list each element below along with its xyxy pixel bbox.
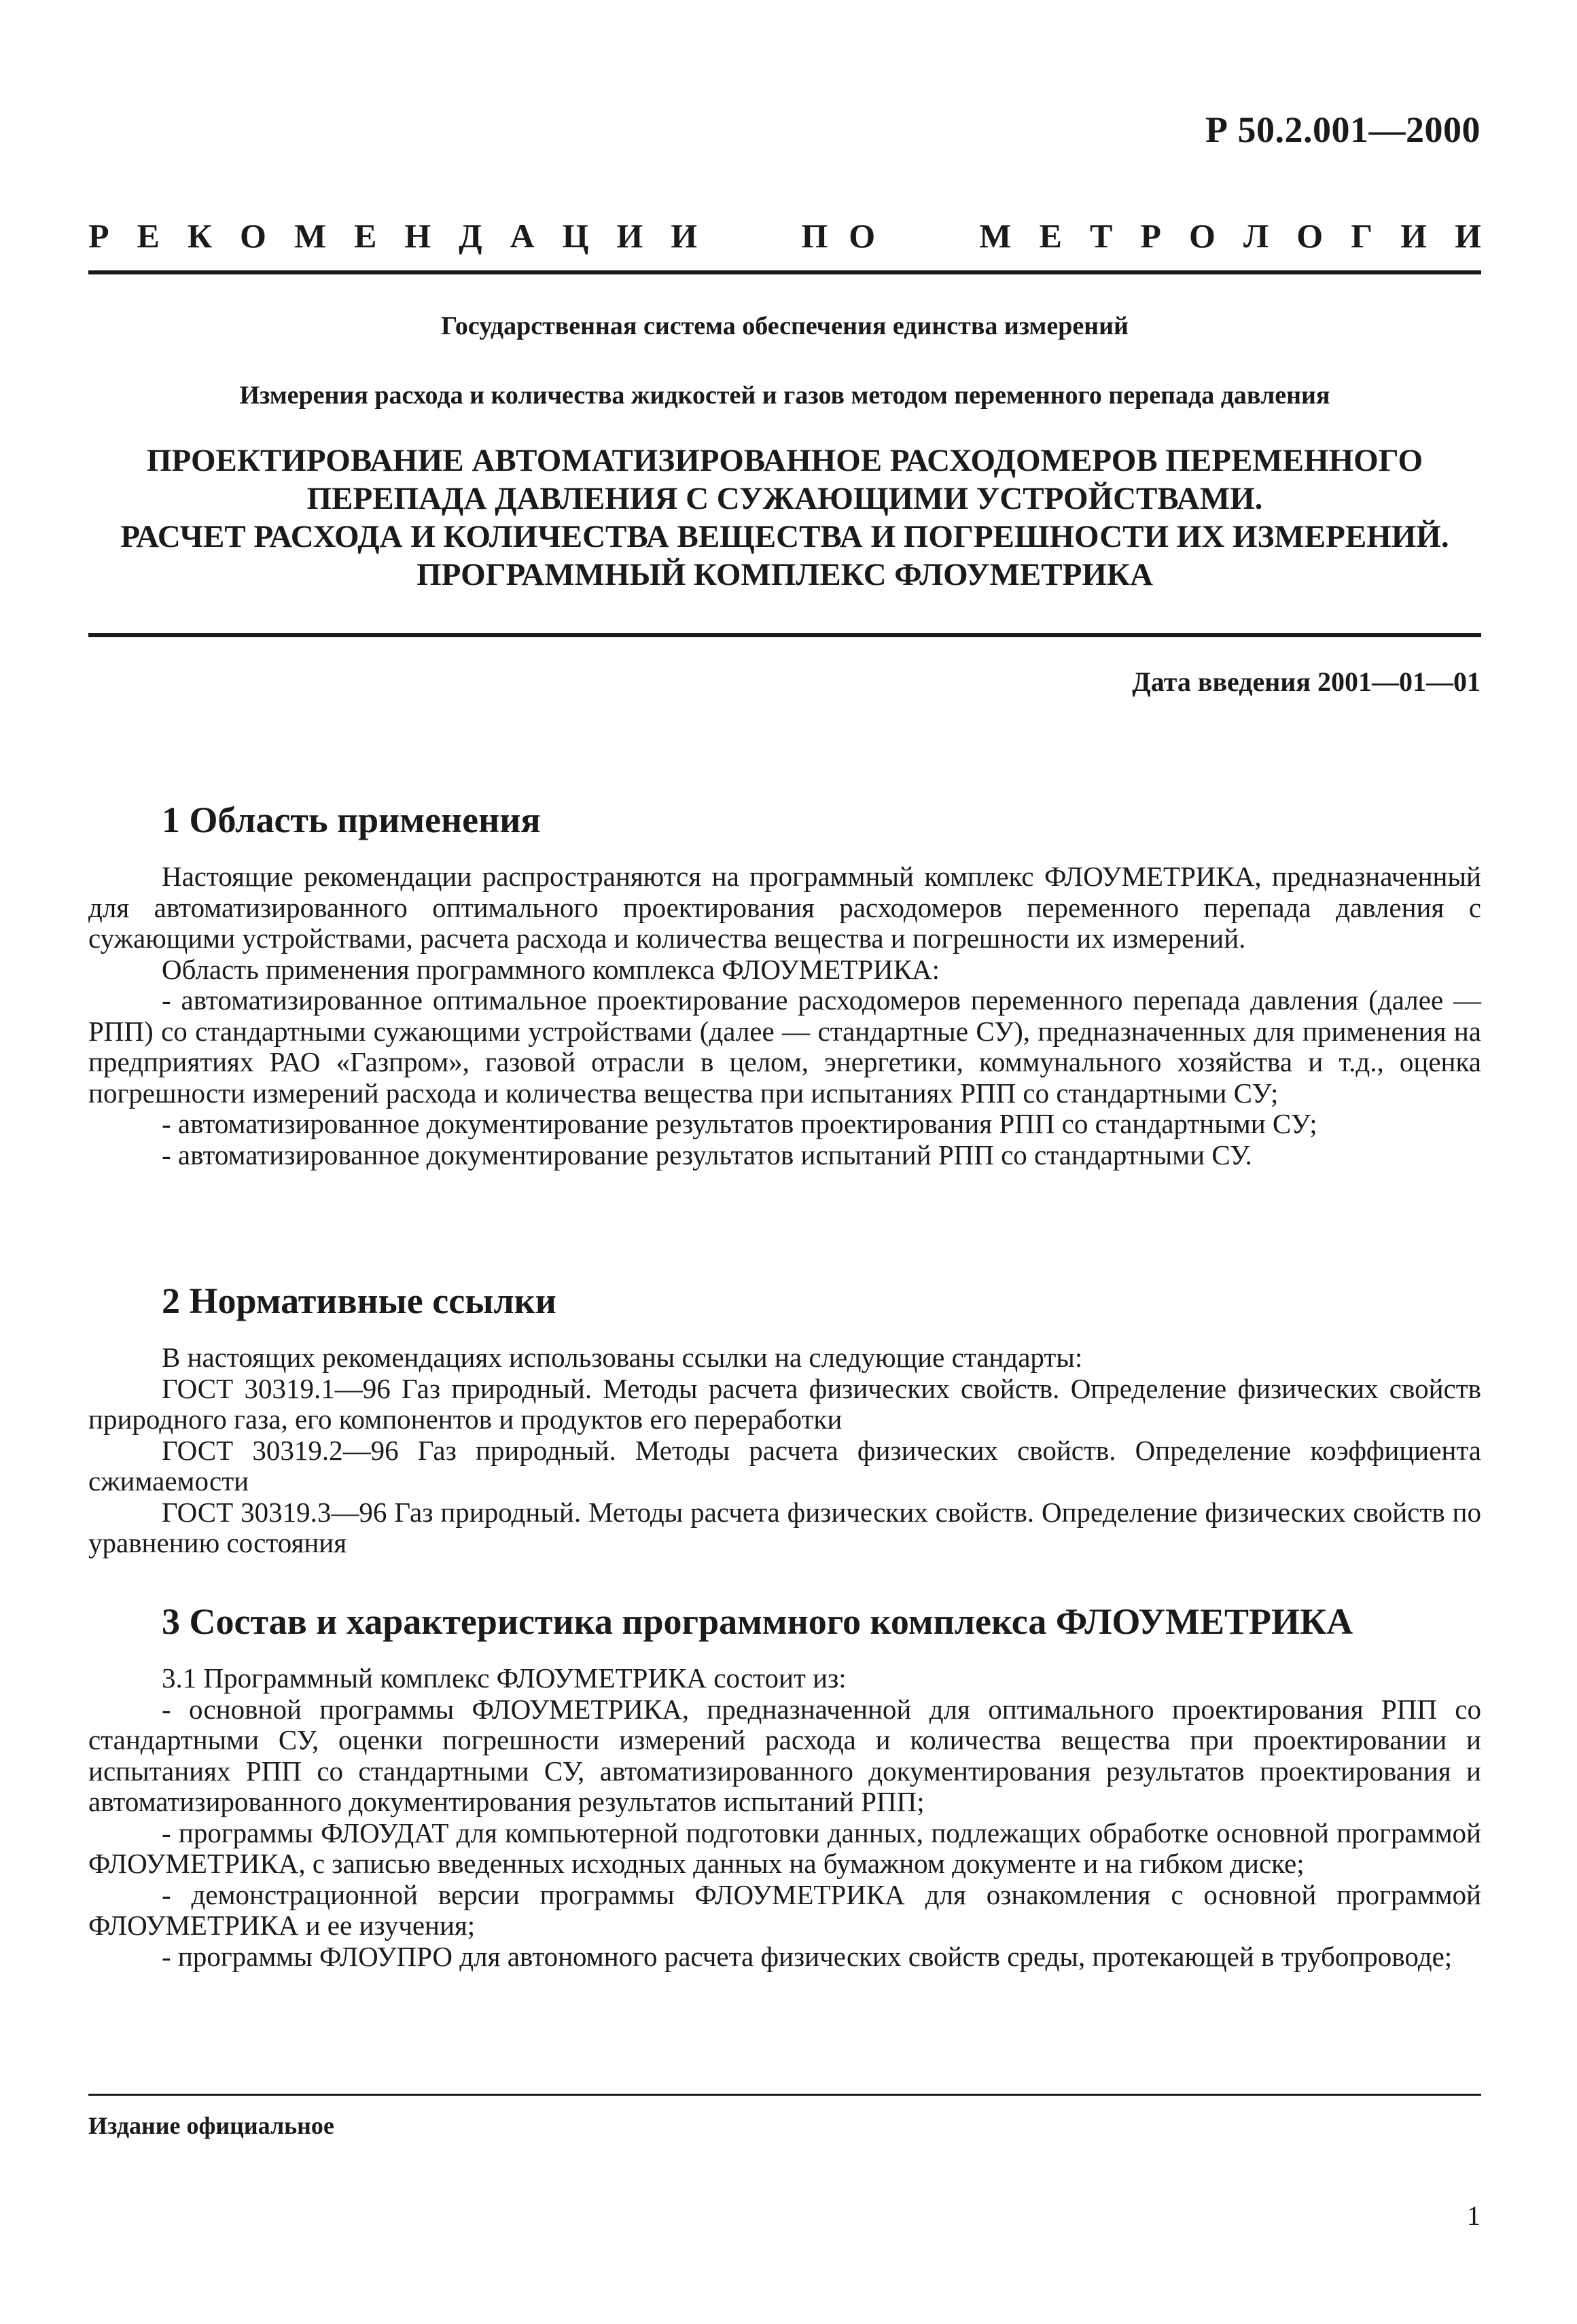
series-title-letter: Е xyxy=(1039,217,1062,255)
series-title-letter: М xyxy=(294,217,327,255)
series-title-gap xyxy=(722,216,777,255)
main-title-line: РАСЧЕТ РАСХОДА И КОЛИЧЕСТВА ВЕЩЕСТВА И ПОГРЕШНОСТИ ИХ ИЗМЕРЕНИЙ. xyxy=(120,519,1449,554)
paragraph: Область применения программного комплекса ФЛОУМЕТРИКА: xyxy=(162,953,940,985)
list-item: - демонстрационной версии программы ФЛОУМЕТРИКА для ознакомления с основной программой ФЛОУМЕТРИКА и ее изучения; xyxy=(88,1878,1481,1941)
document-code: Р 50.2.001—2000 xyxy=(1205,109,1481,150)
main-title xyxy=(88,442,1481,594)
main-title-line: ПРОГРАММНЫЙ КОМПЛЕКС ФЛОУМЕТРИКА xyxy=(417,557,1153,592)
list-item: - программы ФЛОУДАТ для компьютерной подготовки данных, подлежащих обработке основной программой ФЛОУМЕТРИКА, с записью введенных исходных данных на бумажном документе и на гибком диске; xyxy=(88,1817,1481,1879)
section-body xyxy=(88,1342,1481,1559)
title-rule xyxy=(88,633,1481,637)
series-title-letter: М xyxy=(979,217,1012,255)
series-title-word-1 xyxy=(88,216,697,255)
series-title-letter: О xyxy=(1188,217,1216,255)
series-title-letter: Л xyxy=(1243,217,1269,255)
reference-item: ГОСТ 30319.3—96 Газ природный. Методы расчета физических свойств. Определение физических свойств по уравнению состояния xyxy=(88,1496,1481,1558)
series-title-letter: П xyxy=(801,217,828,255)
list-item: - автоматизированное документирование результатов проектирования РПП со стандартными СУ; xyxy=(162,1108,1317,1139)
list-item: - автоматизированное оптимальное проектирование расходомеров переменного перепада давления (далее — РПП) со стандартными сужающими устройствами (далее — стандартные СУ), предназначенных для применения на предприятиях РАО «Газпром», газовой отрасли в целом, энергетики, коммунального хозяйства и т.д., оценка погрешности измерений расхода и количества вещества при испытаниях РПП со стандартными СУ; xyxy=(88,984,1481,1109)
series-title-letter: И xyxy=(616,217,643,255)
series-title-letter: Е xyxy=(353,217,377,255)
series-title-letter: Р xyxy=(88,217,109,255)
reference-item: ГОСТ 30319.2—96 Газ природный. Методы расчета физических свойств. Определение коэффициента сжимаемости xyxy=(88,1434,1481,1497)
paragraph: 3.1 Программный комплекс ФЛОУМЕТРИКА состоит из: xyxy=(162,1662,847,1694)
series-title-word-2 xyxy=(801,216,875,255)
introduction-date: Дата введения 2001—01—01 xyxy=(1132,666,1481,697)
series-title-letter: Н xyxy=(404,217,431,255)
section-heading: 2 Нормативные ссылки xyxy=(162,1281,556,1321)
list-item: - основной программы ФЛОУМЕТРИКА, предназначенной для оптимального проектирования РПП со стандартными СУ, оценки погрешности измерений расхода и количества вещества при проектировании и испытаниях РПП со стандартными СУ, автоматизированного документирования результатов проектирования и автоматизированного документирования результатов испытаний РПП; xyxy=(88,1693,1481,1817)
section-heading: 3 Состав и характеристика программного комплекса ФЛОУМЕТРИКА xyxy=(162,1601,1353,1642)
footer-rule xyxy=(88,2094,1481,2096)
page-number: 1 xyxy=(1467,2200,1481,2231)
series-title-letter: Р xyxy=(1140,217,1161,255)
section-body xyxy=(88,861,1481,1170)
document-subtitle: Измерения расхода и количества жидкостей и газов методом переменного перепада давления xyxy=(239,381,1330,410)
series-title-letter: О xyxy=(849,217,876,255)
series-title-letter: Д xyxy=(459,217,482,255)
series-title-letter: Е xyxy=(137,217,160,255)
series-title-letter: Г xyxy=(1351,217,1373,255)
series-title-gap xyxy=(900,216,955,255)
list-item: - автоматизированное документирование результатов испытаний РПП со стандартными СУ. xyxy=(162,1139,1252,1170)
series-title-letter: О xyxy=(1296,217,1324,255)
paragraph: Настоящие рекомендации распространяются на программный комплекс ФЛОУМЕТРИКА, предназначенный для автоматизированного оптимального проектирования расходомеров переменного перепада давления с сужающими устройствами, расчета расхода и количества вещества и погрешности их измерений. xyxy=(88,861,1481,954)
series-title-letter: А xyxy=(510,217,535,255)
main-title-line: ПРОЕКТИРОВАНИЕ АВТОМАТИЗИРОВАННОЕ РАСХОДОМЕРОВ ПЕРЕМЕННОГО xyxy=(146,443,1423,478)
main-title-line: ПЕРЕПАДА ДАВЛЕНИЯ С СУЖАЮЩИМИ УСТРОЙСТВАМИ. xyxy=(306,481,1263,516)
reference-item: ГОСТ 30319.1—96 Газ природный. Методы расчета физических свойств. Определение физических свойств природного газа, его компонентов и продуктов его переработки xyxy=(88,1372,1481,1435)
series-title-letter: И xyxy=(671,217,698,255)
paragraph: В настоящих рекомендациях использованы ссылки на следующие стандарты: xyxy=(162,1342,1083,1373)
section-body xyxy=(88,1663,1481,1972)
edition-note: Издание официальное xyxy=(88,2112,334,2139)
system-title: Государственная система обеспечения единства измерений xyxy=(441,312,1129,340)
series-title-letter: К xyxy=(187,217,213,255)
section-heading: 1 Область применения xyxy=(162,800,541,840)
header-rule xyxy=(88,270,1481,274)
series-title xyxy=(88,216,1481,255)
series-title-letter: О xyxy=(239,217,266,255)
series-title-word-3 xyxy=(979,216,1481,255)
list-item: - программы ФЛОУПРО для автономного расчета физических свойств среды, протекающей в трубопроводе; xyxy=(162,1940,1453,1972)
series-title-letter: Т xyxy=(1089,217,1113,255)
series-title-letter: И xyxy=(1455,217,1481,255)
series-title-letter: Ц xyxy=(562,217,589,255)
series-title-letter: И xyxy=(1400,217,1428,255)
